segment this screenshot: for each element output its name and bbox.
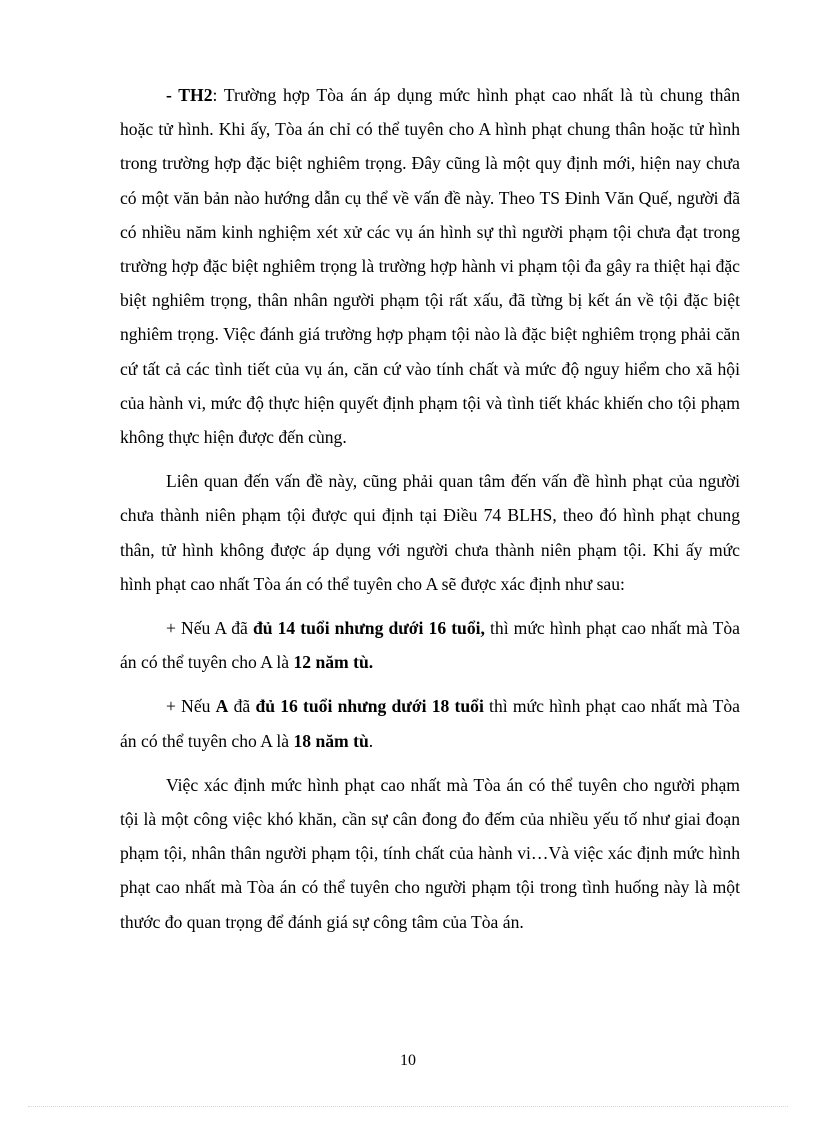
run: 18 năm tù	[293, 730, 369, 751]
run: 12 năm tù.	[293, 652, 374, 673]
paragraph-case-16-18	[120, 689, 740, 757]
run: Liên quan đến vấn đề này, cũng phải quan tâm đến vấn đề hình phạt của người chưa thành niên phạm tội được qui định tại Điều 74 BLHS, theo đó hình phạt chung thân, tử hình không được áp dụng với người chưa thành niên phạm tội. Khi ấy mức hình phạt cao nhất Tòa án có thể tuyên cho A sẽ được xác định như sau:	[120, 471, 740, 594]
document-body	[120, 78, 740, 949]
run: + Nếu A đã	[166, 618, 253, 639]
run: thì mức hình phạt cao nhất mà Tòa án có thể tuyên cho A là	[120, 696, 740, 751]
paragraph-case-14-16	[120, 611, 740, 679]
page-number: 10	[400, 1052, 416, 1069]
run: : Trường hợp Tòa án áp dụng mức hình phạt cao nhất là tù chung thân hoặc tử hình. Khi ấy, Tòa án chỉ có thể tuyên cho A hình phạt chung thân hoặc tử hình trong trường hợp đặc biệt nghiêm trọng. Đây cũng là một quy định mới, hiện nay chưa có một văn bản nào hướng dẫn cụ thể về vấn đề này. Theo TS Đinh Văn Quế, người đã có nhiều năm kinh nghiệm xét xử các vụ án hình sự thì người phạm tội chưa đạt trong trường hợp đặc biệt nghiêm trọng là trường hợp hành vi phạm tội đa gây ra thiệt hại đặc biệt nghiêm trọng, thân nhân người phạm tội rất xấu, đã từng bị kết án về tội đặc biệt nghiêm trọng. Việc đánh giá trường hợp phạm tội nào là đặc biệt nghiêm trọng phải căn cứ tất cả các tình tiết của vụ án, căn cứ vào tính chất và mức độ nguy hiểm cho xã hội của hành vi, mức độ thực hiện quyết định phạm tội và tình tiết khác khiến cho tội phạm không thực hiện được đến cùng.	[120, 85, 741, 448]
run: - TH2	[166, 85, 213, 105]
run: đủ 14 tuổi nhưng dưới 16 tuổi,	[252, 618, 485, 639]
paragraph-minor-offender	[120, 464, 740, 601]
page-bottom-divider	[28, 1106, 788, 1107]
run: Việc xác định mức hình phạt cao nhất mà Tòa án có thể tuyên cho người phạm tội là một công việc khó khăn, cần sự cân đong đo đếm của nhiều yếu tố như giai đoạn phạm tội, nhân thân người phạm tội, tính chất của hành vi…Và việc xác định mức hình phạt cao nhất mà Tòa án có thể tuyên cho người phạm tội trong tình huống này là một thước đo quan trọng để đánh giá sự công tâm của Tòa án.	[120, 774, 740, 932]
run: A	[215, 696, 229, 717]
run: đủ 16 tuổi nhưng dưới 18 tuổi	[255, 696, 484, 717]
run: thì mức hình phạt cao nhất mà Tòa án có thể tuyên cho A là	[120, 618, 740, 673]
run: + Nếu	[166, 696, 216, 717]
paragraph-th2	[120, 78, 740, 454]
run: .	[368, 730, 374, 751]
run: đã	[228, 696, 256, 717]
paragraph-conclusion	[120, 768, 740, 939]
